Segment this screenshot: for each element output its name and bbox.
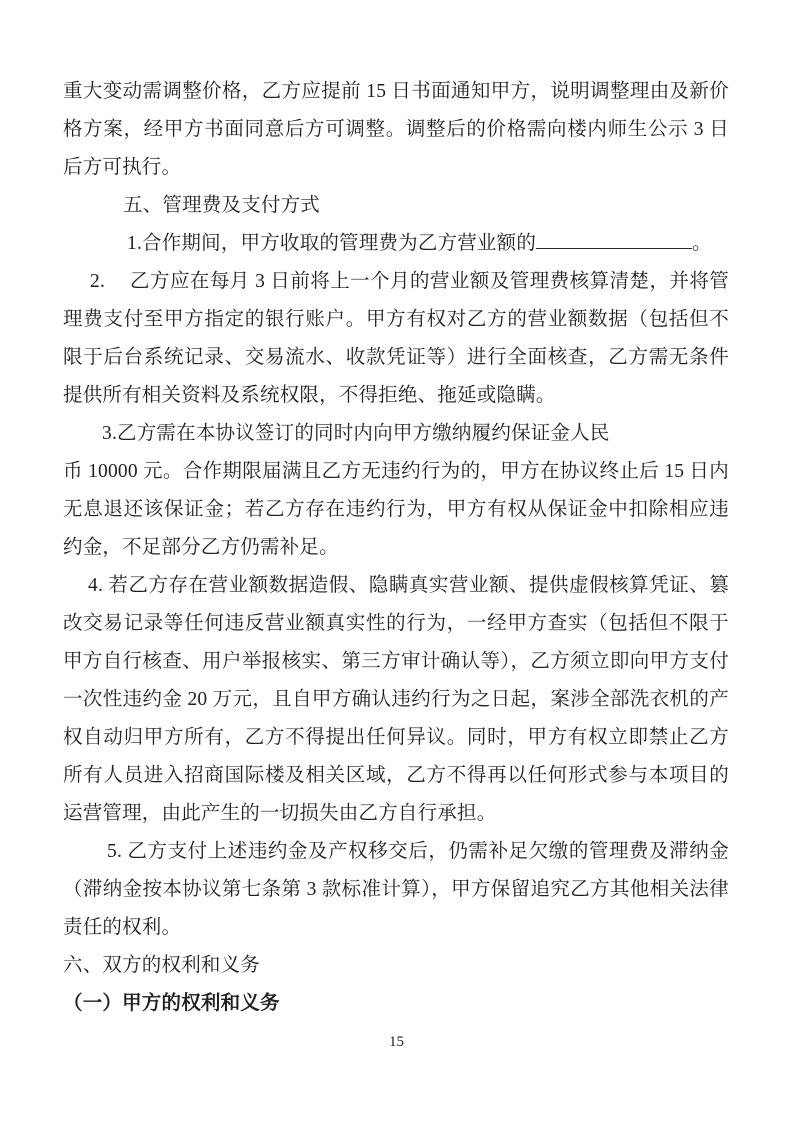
section-heading-management-fee: 五、管理费及支付方式 xyxy=(123,195,321,216)
subsection-heading-party-a-rights: （一）甲方的权利和义务 xyxy=(63,993,280,1014)
contract-body xyxy=(63,73,729,1023)
paragraph-clause-2-monthly-settlement: 2. 乙方应在每月 3 日前将上一个月的营业额及管理费核算清楚，并将管理费支付至甲方指定的银行账户。甲方有权对乙方的营业额数据（包括但不限于后台系统记录、交易流水、收款凭证等）进行全面核查，乙方需无条件提供所有相关资料及系统权限，不得拒绝、拖延或隐瞒。 xyxy=(63,271,729,406)
clause-1-text-before-blank: 1.合作期间，甲方收取的管理费为乙方营业额的 xyxy=(127,233,537,254)
paragraph-clause-3-deposit xyxy=(63,415,729,567)
paragraph-clause-5-outstanding-fees: 5. 乙方支付上述违约金及产权移交后，仍需补足欠缴的管理费及滞纳金（滞纳金按本协议第七条第 3 款标准计算），甲方保留追究乙方其他相关法律责任的权利。 xyxy=(63,841,729,938)
paragraph-clause-1-fee-rate xyxy=(63,225,729,263)
paragraph-clause-4-fraud-penalty: 4. 若乙方存在营业额数据造假、隐瞒真实营业额、提供虚假核算凭证、篡改交易记录等任何违反营业额真实性的行为，一经甲方查实（包括但不限于甲方自行核查、用户举报核实、第三方审计确认等），乙方须立即向甲方支付一次性违约金 20 万元，且自甲方确认违约行为之日起，案涉全部洗衣机的产权自动归甲方所有，乙方不得提出任何异议。同时，甲方有权立即禁止乙方所有人员进入招商国际楼及相关区域，乙方不得再以任何形式参与本项目的运营管理，由此产生的一切损失由乙方自行承担。 xyxy=(63,575,729,824)
clause-1-text-after-blank: 。 xyxy=(692,233,712,254)
fee-percentage-blank-line xyxy=(536,228,692,249)
clause-3-rest: 币 10000 元。合作期限届满且乙方无违约行为的，甲方在协议终止后 15 日内无息退还该保证金；若乙方存在违约行为，甲方有权从保证金中扣除相应违约金，不足部分乙方仍需补足。 xyxy=(63,461,729,558)
clause-3-first-line: 3.乙方需在本协议签订的同时内向甲方缴纳履约保证金人民 xyxy=(102,423,610,444)
section-heading-rights-obligations: 六、双方的权利和义务 xyxy=(63,955,261,976)
paragraph-price-adjustment-continuation: 重大变动需调整价格，乙方应提前 15 日书面通知甲方，说明调整理由及新价格方案，经甲方书面同意后方可调整。调整后的价格需向楼内师生公示 3 日后方可执行。 xyxy=(63,81,729,178)
page-number: 15 xyxy=(389,1034,404,1050)
